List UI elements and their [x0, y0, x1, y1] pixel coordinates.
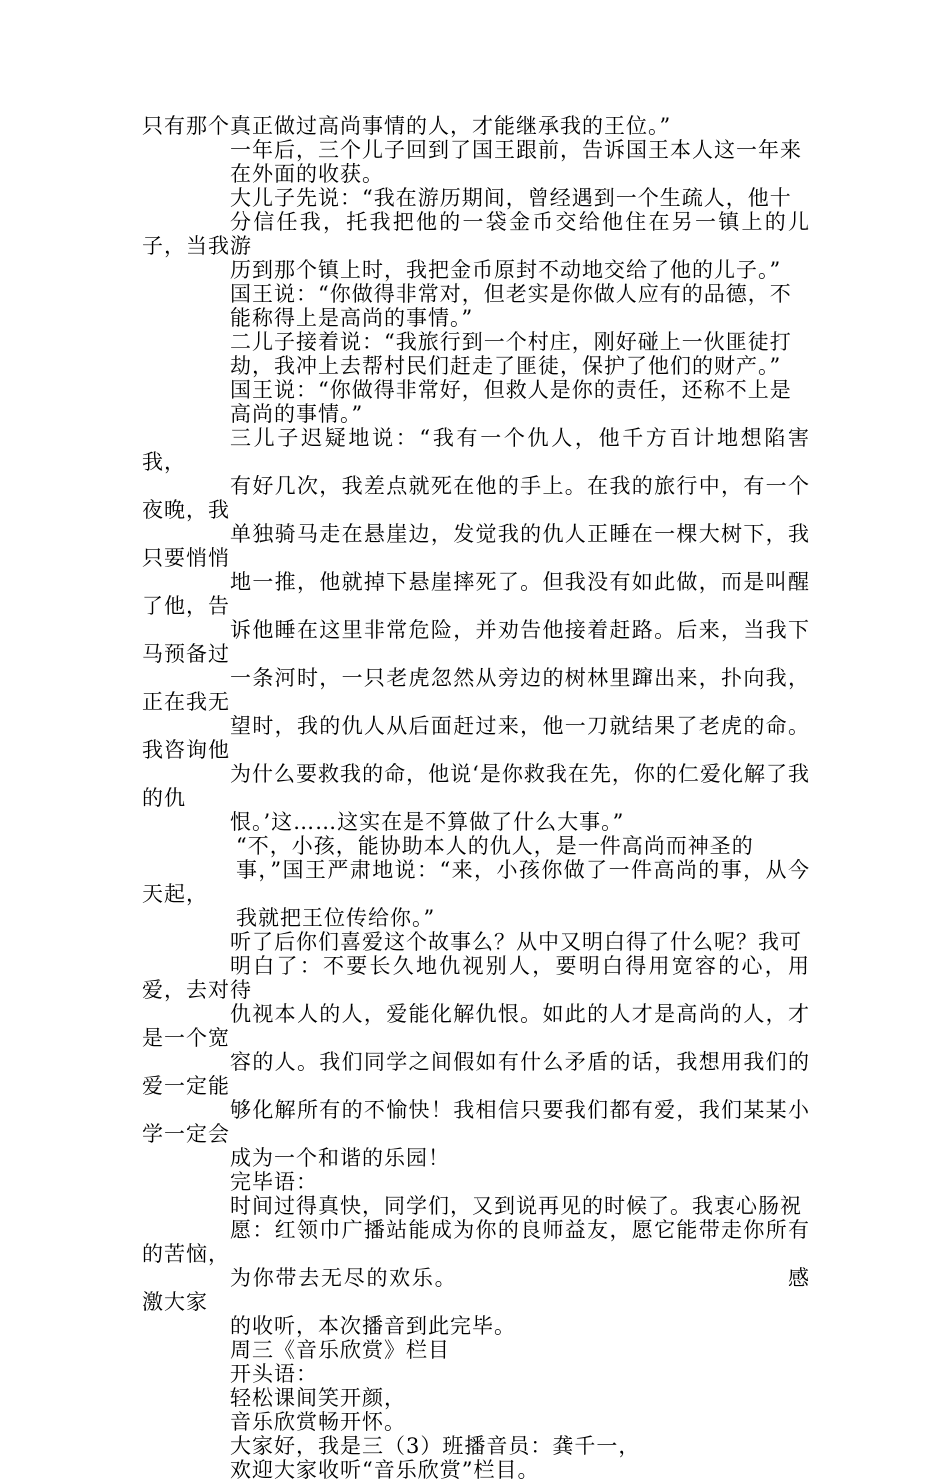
- text-line: 高尚的事情。”: [230, 402, 364, 426]
- document-paragraph: [142, 1362, 810, 1386]
- document-paragraph: [142, 1170, 810, 1194]
- text-line: 一年后，三个儿子回到了国王跟前，告诉国王本人这一年来: [230, 138, 802, 162]
- document-paragraph: [142, 1458, 810, 1482]
- text-line: “不，小孩，能协助本人的仇人，是一件高尚而神圣的: [236, 834, 754, 858]
- text-line: 成为一个和谐的乐园！: [230, 1146, 450, 1170]
- text-line: 劫，我冲上去帮村民们赶走了匪徒，保护了他们的财产。”: [230, 354, 782, 378]
- text-line: 时间过得真快，同学们，又到说再见的时候了。我衷心肠祝: [230, 1194, 802, 1218]
- text-line: 我就把王位传给你。”: [236, 906, 436, 930]
- document-paragraph: [142, 330, 810, 378]
- text-line: 愿：红领巾广播站能成为你的良师益友，愿它能带走你所有的苦恼，: [142, 1218, 810, 1266]
- text-line: 轻松课间笑开颜，: [230, 1386, 406, 1410]
- text-line: 开头语：: [230, 1362, 318, 1386]
- text-line: 分信任我，托我把他的一袋金币交给他住在另一镇上的儿子，当我游: [142, 210, 810, 258]
- text-line: 音乐欣赏畅开怀。: [230, 1410, 406, 1434]
- text-line: 一条河时，一只老虎忽然从旁边的树林里蹿出来，扑向我，正在我无: [142, 666, 810, 714]
- document-paragraph: [142, 1410, 810, 1434]
- text-line: 只有那个真正做过高尚事情的人，才能继承我的王位。”: [142, 114, 672, 138]
- text-line: 听了后你们喜爱这个故事么？从中又明白得了什么呢？我可: [230, 930, 802, 954]
- document-paragraph: [142, 1386, 810, 1410]
- text-line: 在外面的收获。: [230, 162, 384, 186]
- document-paragraph: [142, 1194, 810, 1338]
- text-line: 历到那个镇上时，我把金币原封不动地交给了他的儿子。”: [230, 258, 782, 282]
- text-line: 大儿子先说：“我在游历期间，曾经遇到一个生疏人，他十: [230, 186, 792, 210]
- document-paragraph: [142, 930, 810, 1170]
- document-paragraph: [142, 138, 810, 186]
- text-line: 恨。’这……这实在是不算做了什么大事。”: [230, 810, 625, 834]
- document-paragraph: [142, 378, 810, 426]
- text-line: 容的人。我们同学之间假如有什么矛盾的话，我想用我们的爱一定能: [142, 1050, 810, 1098]
- text-line: 为你带去无尽的欢乐。 感激大家: [142, 1266, 810, 1314]
- document-paragraph: [142, 426, 810, 834]
- text-line: 够化解所有的不愉快！我相信只要我们都有爱，我们某某小学一定会: [142, 1098, 810, 1146]
- document-paragraph: [142, 186, 810, 282]
- text-line: 望时，我的仇人从后面赶过来，他一刀就结果了老虎的命。我咨询他: [142, 714, 810, 762]
- text-line: 国王说：“你做得非常好，但救人是你的责任，还称不上是: [230, 378, 792, 402]
- document-paragraph: [142, 1338, 810, 1362]
- document-paragraph: [142, 1434, 810, 1458]
- document-paragraph: [142, 834, 810, 930]
- text-line: 有好几次，我差点就死在他的手上。在我的旅行中，有一个夜晚，我: [142, 474, 810, 522]
- text-line: 单独骑马走在悬崖边，发觉我的仇人正睡在一棵大树下，我只要悄悄: [142, 522, 810, 570]
- text-line: 明白了：不要长久地仇视别人，要明白得用宽容的心，用爱，去对待: [142, 954, 810, 1002]
- text-line: 二儿子接着说：“我旅行到一个村庄，刚好碰上一伙匪徒打: [230, 330, 792, 354]
- document-body: [142, 114, 810, 1482]
- text-line: 能称得上是高尚的事情。”: [230, 306, 474, 330]
- text-line: 的收听，本次播音到此完毕。: [230, 1314, 516, 1338]
- text-line: 事，”国王严肃地说：“来，小孩你做了一件高尚的事，从今天起，: [142, 858, 810, 906]
- text-line: 仇视本人的人，爱能化解仇恨。如此的人才是高尚的人，才是一个宽: [142, 1002, 810, 1050]
- text-line: 地一推，他就掉下悬崖摔死了。但我没有如此做，而是叫醒了他，告: [142, 570, 810, 618]
- text-line: 欢迎大家收听“音乐欣赏”栏目。: [230, 1458, 540, 1482]
- text-line: 完毕语：: [230, 1170, 318, 1194]
- text-line: 三儿子迟疑地说：“我有一个仇人，他千方百计地想陷害我，: [142, 426, 810, 474]
- text-line: 国王说：“你做得非常对，但老实是你做人应有的品德，不: [230, 282, 792, 306]
- document-paragraph: [142, 282, 810, 330]
- document-paragraph: [142, 114, 810, 138]
- text-line: 为什么要救我的命，他说‘是你救我在先，你的仁爱化解了我的仇: [142, 762, 810, 810]
- text-line: 诉他睡在这里非常危险，并劝告他接着赶路。后来，当我下马预备过: [142, 618, 810, 666]
- text-line: 周三《音乐欣赏》栏目: [230, 1338, 450, 1362]
- text-line: 大家好，我是三（3）班播音员：龚千一，: [230, 1434, 641, 1458]
